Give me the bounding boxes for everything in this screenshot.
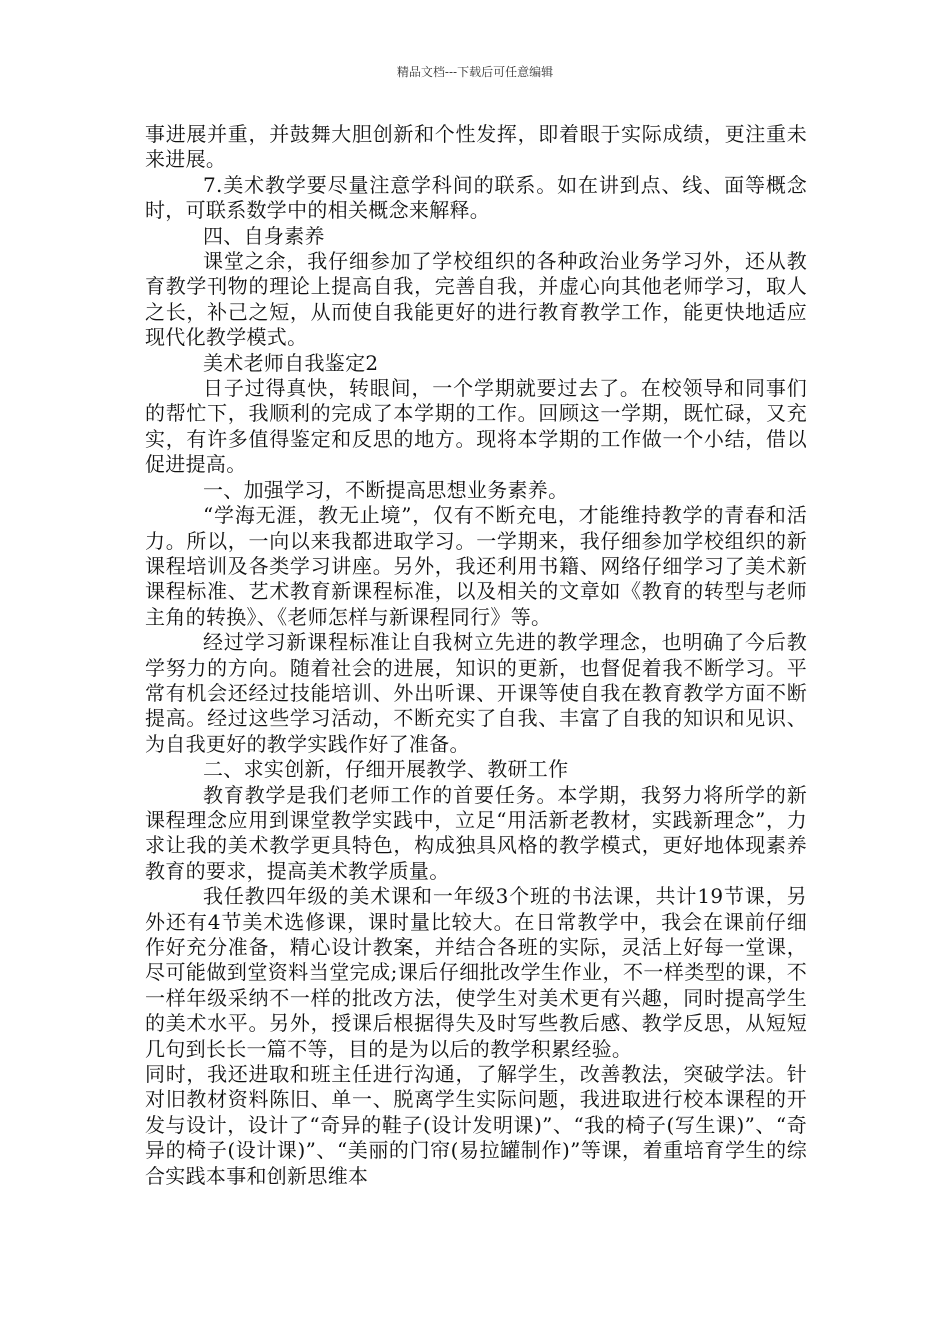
paragraph: 一、加强学习，不断提高思想业务素养。 — [203, 477, 569, 502]
paragraph: 日子过得真快，转眼间，一个学期就要过去了。在校领导和同事们的帮忙下，我顺利的完成了本学期的工作。回顾这一学期，既忙碌，又充实，有许多值得鉴定和反思的地方。现将本学期的工作做一个小结，借以促进提高。 — [145, 376, 807, 477]
paragraph: “学海无涯，教无止境”，仅有不断充电，才能维持教学的青春和活力。所以，一向以来我都进取学习。一学期来，我仔细参加学校组织的新课程培训及各类学习讲座。另外，我还利用书籍、网络仔细学习了美术新课程标准、艺术教育新课程标准，以及相关的文章如《教育的转型与老师主角的转换》、《老师怎样与新课程同行》等。 — [145, 503, 807, 629]
paragraph: 美术老师自我鉴定2 — [203, 350, 379, 375]
page-header: 精品文档---下载后可任意编辑 — [396, 65, 554, 79]
paragraph: 四、自身素养 — [203, 223, 325, 248]
paragraph: 二、求实创新，仔细开展教学、教研工作 — [203, 757, 569, 782]
paragraph: 同时，我还进取和班主任进行沟通，了解学生，改善教法，突破学法。针对旧教材资料陈旧、单一、脱离学生实际问题，我进取进行校本课程的开发与设计，设计了“奇异的鞋子(设计发明课)”、“我的椅子(写生课)”、“奇异的椅子(设计课)”、“美丽的门帘(易拉罐制作)”等课，着重培育学生的综合实践本事和创新思维本 — [145, 1062, 807, 1188]
paragraph: 经过学习新课程标准让自我树立先进的教学理念，也明确了今后教学努力的方向。随着社会的进展，知识的更新，也督促着我不断学习。平常有机会还经过技能培训、外出听课、开课等使自我在教育教学方面不断提高。经过这些学习活动，不断充实了自我、丰富了自我的知识和见识、为自我更好的教学实践作好了准备。 — [145, 630, 807, 756]
paragraph: 7.美术教学要尽量注意学科间的联系。如在讲到点、线、面等概念时，可联系数学中的相关概念来解释。 — [145, 172, 807, 223]
paragraph: 我任教四年级的美术课和一年级3个班的书法课，共计19节课，另外还有4节美术选修课，课时量比较大。在日常教学中，我会在课前仔细作好充分准备，精心设计教案，并结合各班的实际，灵活上好每一堂课，尽可能做到堂资料当堂完成;课后仔细批改学生作业，不一样类型的课，不一样年级采纳不一样的批改方法，使学生对美术更有兴趣，同时提高学生的美术水平。另外，授课后根据得失及时写些教后感、教学反思，从短短几句到长长一篇不等，目的是为以后的教学积累经验。 — [145, 884, 807, 1061]
paragraph: 事进展并重，并鼓舞大胆创新和个性发挥，即着眼于实际成绩，更注重未来进展。 — [145, 122, 807, 172]
document-body — [145, 122, 807, 1189]
paragraph: 教育教学是我们老师工作的首要任务。本学期，我努力将所学的新课程理念应用到课堂教学实践中，立足“用活新老教材，实践新理念”，力求让我的美术教学更具特色，构成独具风格的教学模式，更好地体现素养教育的要求，提高美术教学质量。 — [145, 782, 807, 883]
paragraph: 课堂之余，我仔细参加了学校组织的各种政治业务学习外，还从教育教学刊物的理论上提高自我，完善自我，并虚心向其他老师学习，取人之长，补己之短，从而使自我能更好的进行教育教学工作，能更快地适应现代化教学模式。 — [145, 249, 807, 350]
